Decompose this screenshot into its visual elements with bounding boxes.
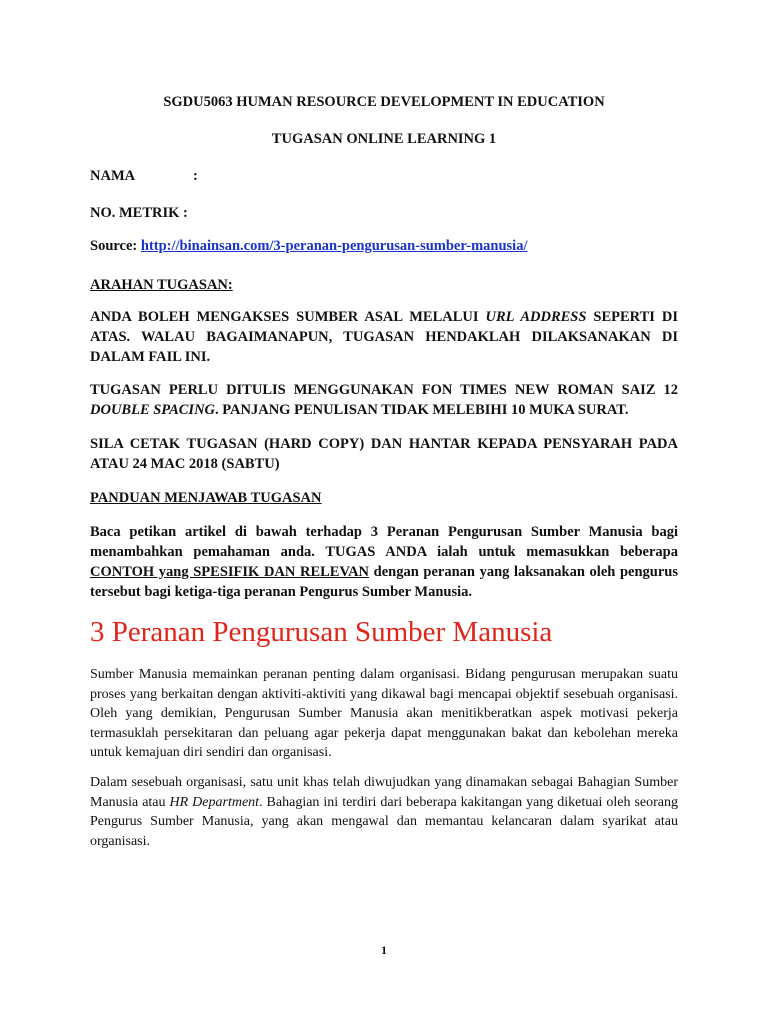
instructions-heading: ARAHAN TUGASAN: bbox=[90, 277, 233, 293]
source-line bbox=[90, 236, 528, 256]
instruction-paragraph-3: SILA CETAK TUGASAN (HARD COPY) DAN HANTAR KEPADA PENSYARAH PADA ATAU 24 MAC 2018 (SABTU) bbox=[90, 436, 678, 472]
nama-colon: : bbox=[193, 168, 198, 184]
article-paragraph-2: Dalam sesebuah organisasi, satu unit khas telah diwujudkan yang dinamakan sebagai Bahagian Sumber Manusia atau HR Department. Bahagian ini terdiri dari beberapa kakitangan yang diketuai oleh seorang Pengurus Sumber Manusia, yang akan mengawal dan memantau kelancaran dalam syarikat atau organisasi. bbox=[90, 775, 679, 849]
guide-heading: PANDUAN MENJAWAB TUGASAN bbox=[90, 490, 322, 506]
nama-label: NAMA bbox=[90, 168, 136, 184]
guide-paragraph: Baca petikan artikel di bawah terhadap 3 Peranan Pengurusan Sumber Manusia bagi menambahkan pemahaman anda. TUGAS ANDA ialah untuk memasukkan beberapa CONTOH yang SPESIFIK DAN RELEVAN dengan peranan yang laksanakan oleh pengurus tersebut bagi ketiga-tiga peranan Pengurus Sumber Manusia. bbox=[90, 524, 678, 600]
article-title: 3 Peranan Pengurusan Sumber Manusia bbox=[90, 616, 553, 648]
source-label: Source: bbox=[90, 238, 138, 254]
source-link[interactable]: http://binainsan.com/3-peranan-pengurusan-sumber-manusia/ bbox=[140, 238, 528, 254]
guide-underlined-phrase: CONTOH yang SPESIFIK DAN RELEVAN bbox=[90, 564, 370, 580]
course-title: SGDU5063 HUMAN RESOURCE DEVELOPMENT IN EDUCATION bbox=[163, 94, 605, 110]
metrik-label: NO. METRIK : bbox=[90, 205, 188, 221]
page-number: 1 bbox=[381, 943, 387, 957]
article-paragraph-1: Sumber Manusia memainkan peranan penting dalam organisasi. Bidang pengurusan merupakan suatu proses yang berkaitan dengan aktiviti-aktiviti yang dikawal bagi mencapai objektif sesebuah organisasi. Oleh yang demikian, Pengurusan Sumber Manusia akan menitikberatkan aspek motivasi pekerja termasuklah persekitaran dan peluang agar pekerja dapat menggunakan bakat dan kebolehan mereka untuk kemajuan diri sendiri dan organisasi. bbox=[90, 667, 678, 760]
instruction-paragraph-2: TUGASAN PERLU DITULIS MENGGUNAKAN FON TIMES NEW ROMAN SAIZ 12 DOUBLE SPACING. PANJANG PENULISAN TIDAK MELEBIHI 10 MUKA SURAT. bbox=[90, 382, 678, 418]
assignment-title: TUGASAN ONLINE LEARNING 1 bbox=[271, 131, 497, 147]
instruction-paragraph-1: ANDA BOLEH MENGAKSES SUMBER ASAL MELALUI URL ADDRESS SEPERTI DI ATAS. WALAU BAGAIMANAPUN, TUGASAN HENDAKLAH DILAKSANAKAN DI DALAM FAIL INI. bbox=[90, 309, 679, 365]
